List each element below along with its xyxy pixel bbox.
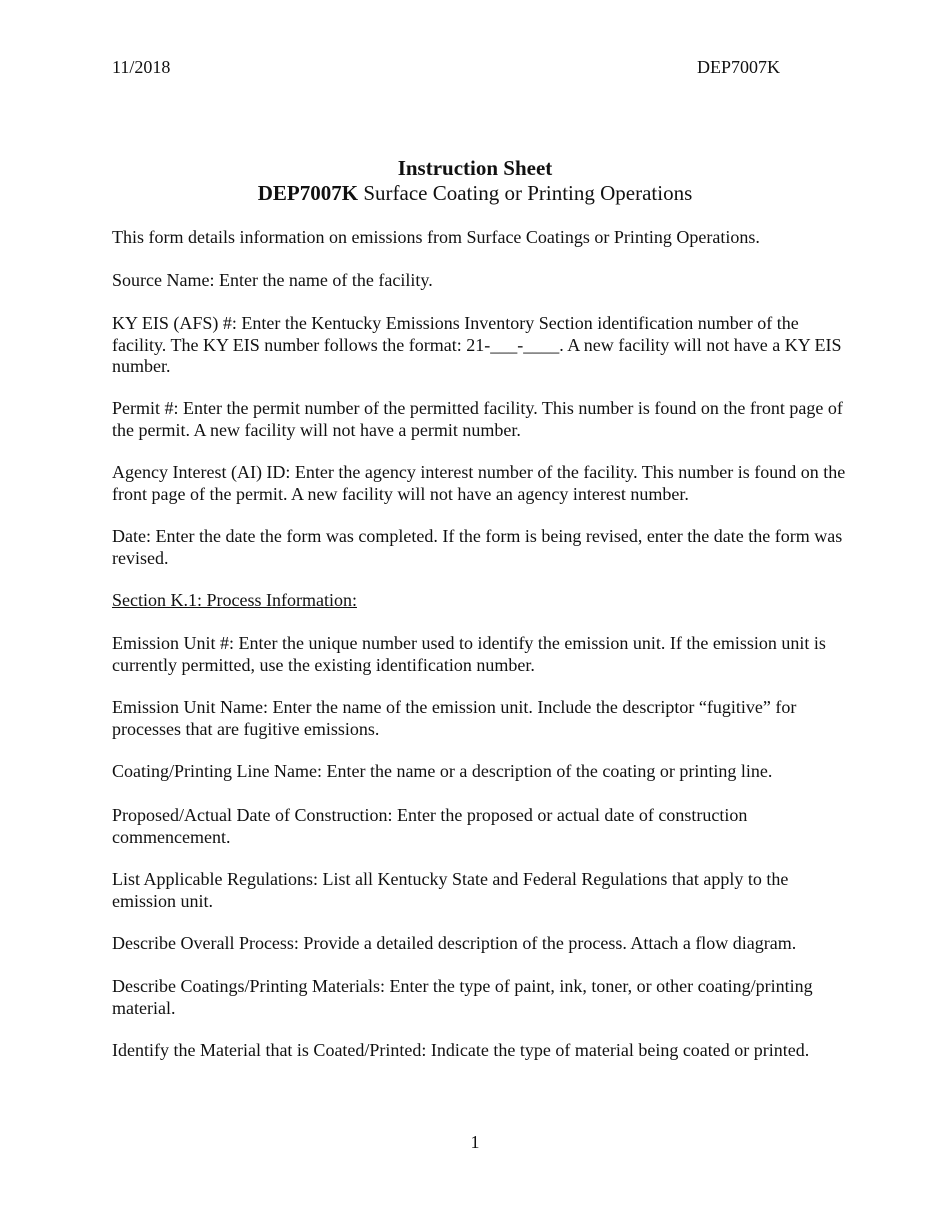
page-subtitle [0,181,950,206]
section-k1-heading: Section K.1: Process Information: [112,590,357,610]
emission-unit-name-instruction: Emission Unit Name: Enter the name of the emission unit. Include the descriptor “fugitive” for processes that are fugitive emissions. [112,697,797,739]
page-number: 1 [470,1132,480,1152]
construction-date-instruction: Proposed/Actual Date of Construction: Enter the proposed or actual date of construction commencement. [112,805,748,847]
permit-instruction: Permit #: Enter the permit number of the permitted facility. This number is found on the front page of the permit. A new facility will not have a permit number. [112,398,843,440]
header-date: 11/2018 [112,57,171,77]
subtitle-text: Surface Coating or Printing Operations [358,181,693,205]
materials-instruction: Describe Coatings/Printing Materials: Enter the type of paint, ink, toner, or other coating/printing material. [112,976,813,1018]
title-block [0,156,950,206]
header-form-code: DEP7007K [697,57,781,77]
coated-material-instruction: Identify the Material that is Coated/Printed: Indicate the type of material being coated or printed. [112,1040,810,1060]
intro-paragraph: This form details information on emissions from Surface Coatings or Printing Operations. [112,227,760,247]
line-name-instruction: Coating/Printing Line Name: Enter the name or a description of the coating or printing line. [112,761,773,781]
emission-unit-number-instruction: Emission Unit #: Enter the unique number used to identify the emission unit. If the emission unit is currently permitted, use the existing identification number. [112,633,826,675]
page-title: Instruction Sheet [397,156,553,180]
subtitle-form-code: DEP7007K [257,181,359,205]
regulations-instruction: List Applicable Regulations: List all Kentucky State and Federal Regulations that apply to the emission unit. [112,869,789,911]
date-instruction: Date: Enter the date the form was completed. If the form is being revised, enter the date the form was revised. [112,526,843,568]
overall-process-instruction: Describe Overall Process: Provide a detailed description of the process. Attach a flow diagram. [112,933,797,953]
ky-eis-instruction: KY EIS (AFS) #: Enter the Kentucky Emissions Inventory Section identification number of the facility. The KY EIS number follows the format: 21-___-____. A new facility will not have a KY EIS number. [112,313,842,376]
agency-interest-instruction: Agency Interest (AI) ID: Enter the agency interest number of the facility. This number is found on the front page of the permit. A new facility will not have an agency interest number. [112,462,846,504]
source-name-instruction: Source Name: Enter the name of the facility. [112,270,433,290]
